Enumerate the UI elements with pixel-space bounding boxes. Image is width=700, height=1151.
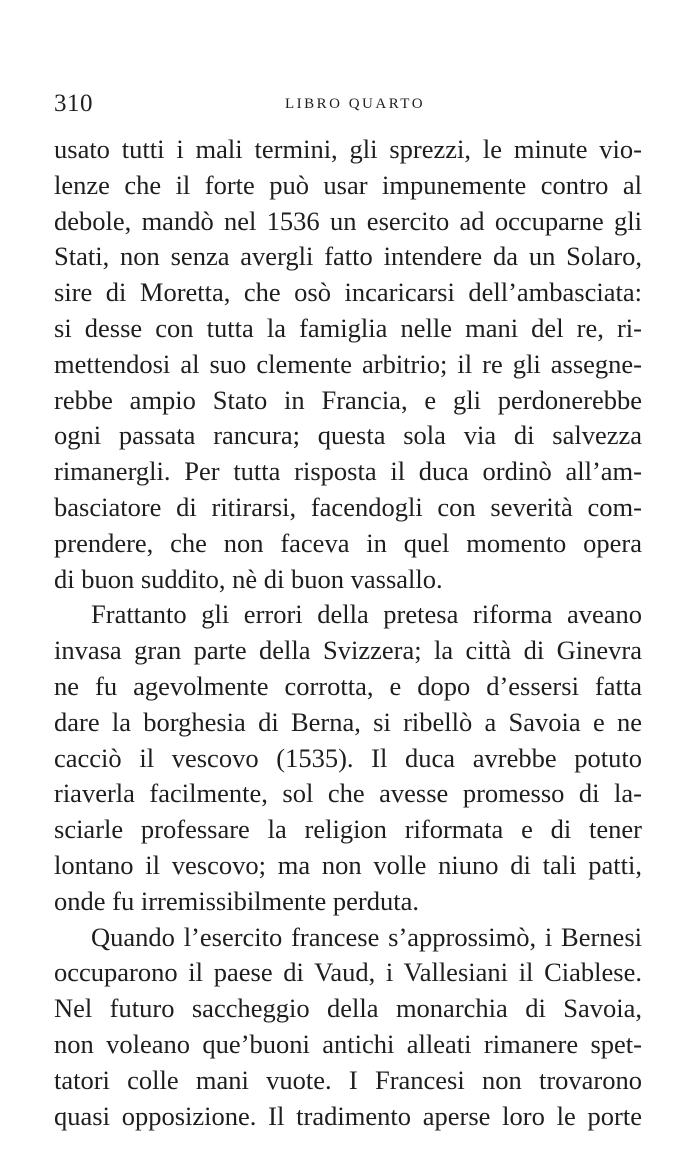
text-line: Frattanto gli errori della pretesa riforma aveano (91, 599, 642, 630)
text-line: tatori colle mani vuote. I Francesi non trovarono (54, 1064, 642, 1095)
text-line: invasa gran parte della Svizzera; la città di Ginevra (54, 635, 642, 666)
text-line: lenze che il forte può usar impunemente contro al (54, 169, 642, 200)
text-line: occuparono il paese di Vaud, i Vallesiani il Ciablese. (54, 957, 642, 988)
page-number: 310 (54, 90, 93, 117)
text-line: sciarle professare la religion riformata e di tener (54, 814, 642, 845)
text-line: ne fu agevolmente corrotta, e dopo d’essersi fatta (54, 670, 642, 701)
text-line: di buon suddito, nè di buon vassallo. (54, 563, 443, 594)
text-line: Nel futuro saccheggio della monarchia di Savoia, (54, 993, 642, 1024)
text-line: basciatore di ritirarsi, facendogli con severità com- (54, 491, 642, 522)
text-line: Quando l’esercito francese s’approssimò, i Bernesi (91, 921, 642, 952)
paragraph-3 (54, 920, 642, 1135)
text-line: usato tutti i mali termini, gli sprezzi, le minute vio- (54, 134, 642, 164)
text-line: riaverla facilmente, sol che avesse promesso di la- (54, 778, 642, 809)
running-head: LIBRO QUARTO (284, 96, 426, 112)
text-line: si desse con tutta la famiglia nelle mani del re, ri- (54, 312, 642, 343)
paragraph-1 (54, 132, 642, 597)
text-line: debole, mandò nel 1536 un esercito ad occuparne gli (54, 205, 642, 236)
text-line: lontano il vescovo; ma non volle niuno di tali patti, (54, 849, 642, 880)
text-line: cacciò il vescovo (1535). Il duca avrebbe potuto (54, 742, 642, 773)
text-line: non voleano que’buoni antichi alleati rimanere spet- (54, 1028, 642, 1059)
text-line: onde fu irremissibilmente perduta. (54, 885, 420, 916)
text-line: dare la borghesia di Berna, si ribellò a Savoia e ne (54, 706, 642, 737)
text-line: prendere, che non faceva in quel momento opera (54, 527, 642, 558)
text-line: mettendosi al suo clemente arbitrio; il re gli assegne- (54, 348, 642, 379)
body-text (54, 132, 642, 1134)
page-header (54, 90, 642, 120)
text-line: sire di Moretta, che osò incaricarsi dell’ambasciata: (54, 277, 642, 308)
text-line: ogni passata rancura; questa sola via di salvezza (54, 420, 642, 451)
text-line: rebbe ampio Stato in Francia, e gli perdonerebbe (54, 384, 642, 415)
text-line: rimanergli. Per tutta risposta il duca ordinò all’am- (54, 456, 642, 487)
text-line: quasi opposizione. Il tradimento aperse loro le porte (54, 1100, 642, 1131)
text-line: Stati, non senza avergli fatto intendere da un Solaro, (54, 241, 642, 272)
paragraph-2 (54, 597, 642, 919)
